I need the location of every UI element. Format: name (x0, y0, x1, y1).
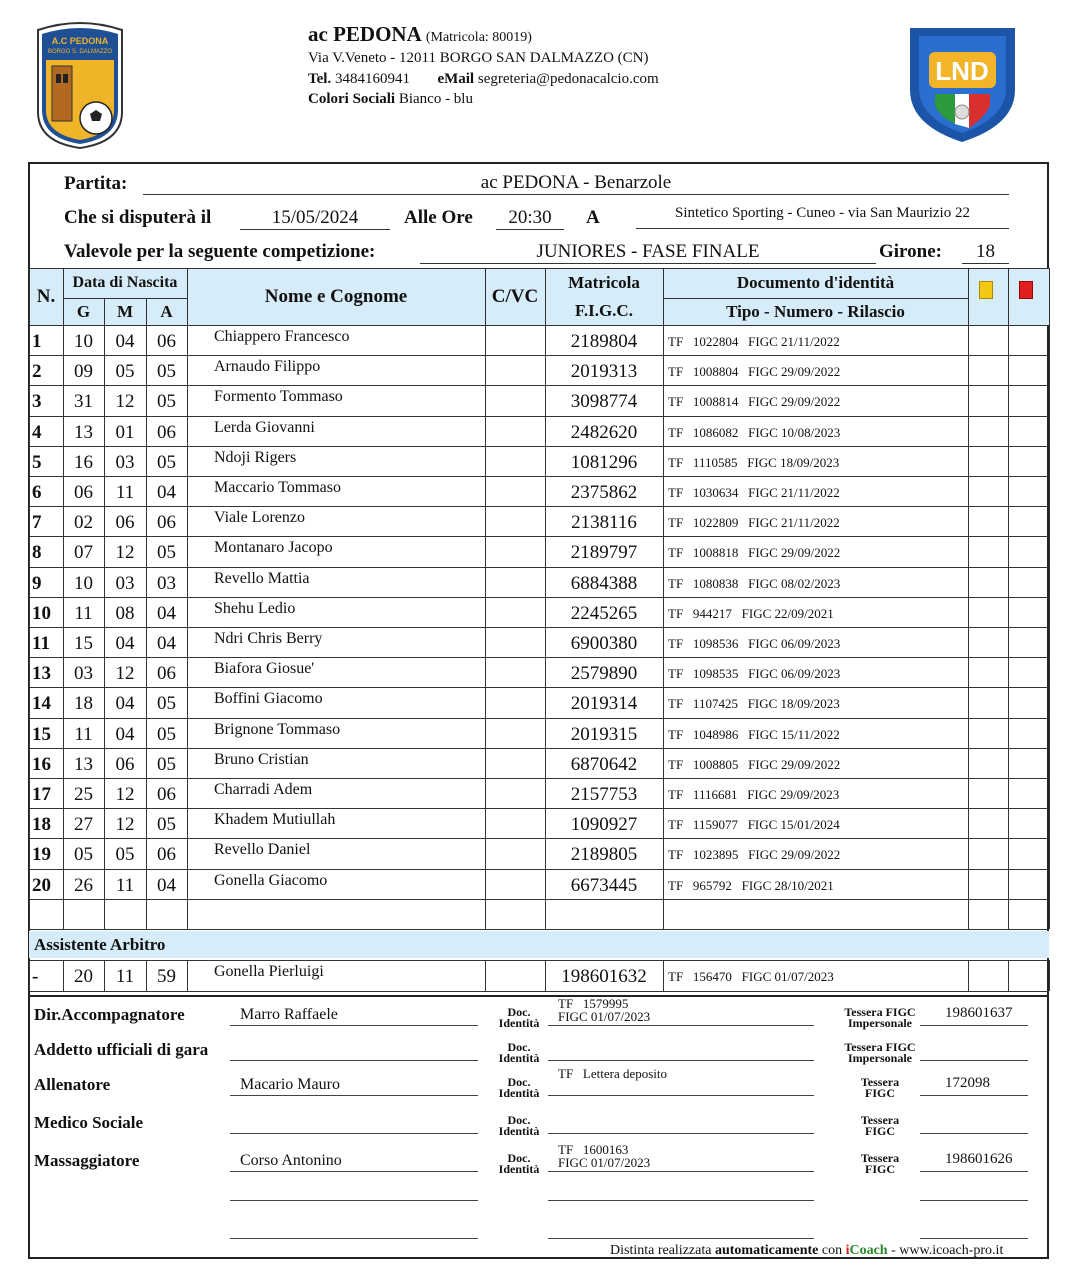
player-document: TF 1098535 FIGC 06/09/2023 (668, 666, 841, 682)
staff-doc-line (548, 1133, 814, 1134)
row-divider (29, 597, 1049, 598)
staff-name-line (230, 1095, 478, 1096)
row-divider (29, 929, 1049, 930)
colors-label: Colori Sociali (308, 91, 396, 107)
birth-day: 11 (74, 602, 93, 624)
player-matricola: 2245265 (570, 602, 638, 624)
birth-month: 12 (115, 391, 135, 413)
footer-bold: automaticamente (714, 1243, 819, 1258)
column-divider (187, 268, 188, 929)
birth-month: 11 (115, 874, 135, 896)
birth-day: 07 (74, 542, 93, 564)
tessera-line (920, 1171, 1028, 1172)
tessera-label-2: FIGC (865, 1162, 895, 1176)
staff-doc-type: TF 1579995 (558, 996, 629, 1011)
doc-id-label-2: Identità (498, 1051, 540, 1065)
birth-day: 03 (74, 663, 93, 685)
player-matricola: 2189805 (570, 844, 638, 866)
row-divider (63, 298, 187, 299)
colors-value: Bianco - blu (398, 91, 473, 107)
tessera-label: Tessera (860, 1075, 900, 1089)
staff-name: Marro Raffaele (240, 1006, 338, 1023)
birth-month: 12 (115, 814, 135, 836)
header-cvc: C/VC (491, 285, 539, 307)
row-divider (29, 355, 1049, 356)
tessera-line (920, 1060, 1028, 1061)
birth-year: 04 (157, 482, 176, 503)
footer-pre: Distinta realizzata (610, 1243, 715, 1258)
staff-doc-line (548, 1095, 814, 1096)
doc-id-label-2: Identità (498, 1162, 540, 1176)
player-matricola: 2157753 (570, 784, 638, 805)
tessera-label: Tessera FIGC (844, 1005, 916, 1019)
staff-doc-issue: FIGC 01/07/2023 (558, 1009, 651, 1024)
player-number: 10 (32, 602, 51, 624)
player-matricola: 1090927 (570, 814, 638, 836)
player-matricola: 6900380 (570, 633, 638, 654)
email-label: eMail (437, 71, 475, 87)
footer-brand-coach: Coach (849, 1243, 888, 1258)
row-divider (29, 808, 1049, 809)
player-number: 1 (32, 331, 42, 352)
birth-month: 12 (115, 784, 135, 805)
birth-month: 03 (115, 572, 135, 594)
player-matricola: 2482620 (570, 421, 638, 443)
row-divider (29, 899, 1049, 900)
assistant-birth-year: 59 (157, 966, 176, 987)
birth-year: 06 (157, 512, 176, 534)
column-divider (968, 268, 969, 929)
birth-month: 06 (115, 512, 135, 534)
row-divider (29, 991, 1049, 992)
birth-day: 15 (74, 633, 93, 654)
red-card-icon (1019, 281, 1033, 299)
player-name: Khadem Mutiullah (214, 811, 336, 829)
birth-month: 08 (115, 602, 135, 624)
birth-day: 27 (74, 814, 93, 836)
column-divider (1049, 960, 1050, 991)
birth-year: 05 (157, 693, 176, 715)
player-name: Boffini Giacomo (214, 690, 323, 708)
staff-doc-issue: FIGC 01/07/2023 (558, 1155, 651, 1170)
venue-label: A (586, 207, 600, 228)
player-name: Brignone Tommaso (214, 720, 341, 738)
time-value: 20:30 (496, 207, 564, 230)
yellow-card-icon (979, 281, 993, 299)
row-divider (29, 838, 1049, 839)
player-document: TF 944217 FIGC 22/09/2021 (668, 605, 834, 621)
tessera-label-2: FIGC (865, 1124, 895, 1138)
column-divider (29, 268, 30, 929)
birth-month: 03 (115, 451, 135, 473)
row-divider (29, 268, 1049, 269)
column-divider (1008, 960, 1009, 991)
player-matricola: 2019315 (570, 723, 638, 745)
svg-text:LND: LND (935, 56, 989, 86)
doc-id-label-2: Identità (498, 1124, 540, 1138)
staff-role-label: Allenatore (34, 1075, 111, 1094)
birth-month: 11 (115, 482, 135, 503)
player-number: 16 (32, 753, 51, 775)
girone-value: 18 (962, 241, 1009, 264)
staff-name-line (230, 1171, 478, 1172)
doc-id-label-2: Identità (498, 1016, 540, 1030)
birth-day: 09 (74, 361, 93, 383)
birth-month: 04 (115, 723, 135, 745)
tessera-line (920, 1025, 1028, 1026)
birth-day: 25 (74, 784, 93, 805)
blank-line (548, 1238, 814, 1239)
birth-month: 05 (115, 361, 135, 383)
competition-label: Valevole per la seguente competizione: (64, 241, 376, 262)
player-document: TF 1086082 FIGC 10/08/2023 (668, 424, 841, 440)
header-g: G (76, 301, 91, 321)
row-divider (29, 960, 1049, 961)
row-divider (29, 718, 1049, 719)
tessera-label: Tessera (860, 1151, 900, 1165)
player-matricola: 2375862 (570, 482, 638, 503)
doc-id-label-2: Identità (498, 1086, 540, 1100)
row-divider (29, 687, 1049, 688)
birth-day: 10 (74, 572, 93, 594)
player-document: TF 1008818 FIGC 29/09/2022 (668, 545, 841, 561)
player-matricola: 2019313 (570, 361, 638, 383)
row-divider (29, 627, 1049, 628)
row-divider (29, 869, 1049, 870)
birth-year: 06 (157, 784, 176, 805)
column-divider (146, 298, 147, 929)
header-doc-type: Tipo - Numero - Rilascio (726, 301, 905, 321)
staff-doc-line (548, 1060, 814, 1061)
row-divider (29, 325, 1049, 326)
header-birth: Data di Nascita (72, 274, 178, 291)
birth-day: 18 (74, 693, 93, 715)
player-number: 6 (32, 482, 42, 503)
birth-month: 01 (115, 421, 135, 443)
birth-year: 04 (157, 602, 176, 624)
birth-day: 16 (74, 451, 93, 473)
assistant-document: TF 156470 FIGC 01/07/2023 (668, 969, 834, 984)
email-value: segreteria@pedonacalcio.com (477, 71, 659, 87)
player-document: TF 1107425 FIGC 18/09/2023 (668, 696, 840, 712)
player-number: 19 (32, 844, 51, 866)
column-divider (663, 960, 664, 991)
staff-doc-line (548, 1171, 814, 1172)
assistant-name: Gonella Pierluigi (214, 963, 324, 980)
column-divider (485, 960, 486, 991)
birth-year: 05 (157, 391, 176, 413)
row-divider (29, 506, 1049, 507)
birth-year: 05 (157, 723, 176, 745)
birth-year: 06 (157, 663, 176, 685)
blank-line (230, 1238, 478, 1239)
birth-month: 06 (115, 753, 135, 775)
player-document: TF 1030634 FIGC 21/11/2022 (668, 485, 840, 500)
club-address: Via V.Veneto - 12011 BORGO SAN DALMAZZO (CN) (308, 50, 649, 66)
club-contacts (308, 71, 659, 88)
tessera-label-2: FIGC (865, 1086, 895, 1100)
player-matricola: 6870642 (570, 753, 638, 775)
player-matricola: 1081296 (570, 451, 638, 473)
birth-year: 05 (157, 451, 176, 473)
player-name: Gonella Giacomo (214, 871, 328, 889)
blank-line (920, 1200, 1028, 1201)
svg-text:BORGO S. DALMAZZO: BORGO S. DALMAZZO (47, 49, 113, 55)
column-divider (29, 960, 30, 991)
row-divider (29, 446, 1049, 447)
birth-year: 05 (157, 361, 176, 383)
assistant-birth-month: 11 (115, 966, 135, 987)
staff-doc-type: TF Lettera deposito (558, 1066, 668, 1081)
row-divider (29, 385, 1049, 386)
venue-value: Sintetico Sporting - Cuneo - via San Maurizio 22 (636, 205, 1009, 229)
row-divider (29, 567, 1049, 568)
staff-role-label: Medico Sociale (34, 1113, 144, 1132)
lnd-logo (905, 20, 1020, 145)
tessera-number: 198601626 (945, 1151, 1013, 1167)
staff-top-border (29, 995, 1049, 997)
club-matricola: (Matricola: 80019) (425, 30, 532, 45)
player-name: Shehu Ledio (214, 599, 296, 617)
player-matricola: 2138116 (571, 512, 637, 534)
player-number: 7 (32, 512, 42, 534)
player-name: Revello Daniel (214, 841, 311, 859)
birth-day: 02 (74, 512, 93, 534)
player-matricola: 2189804 (570, 331, 638, 352)
blank-line (920, 1238, 1028, 1239)
player-number: 20 (32, 874, 51, 896)
header-name: Nome e Cognome (264, 285, 408, 307)
header-figc: F.I.G.C. (575, 301, 633, 320)
row-divider (29, 476, 1049, 477)
row-divider (663, 298, 968, 299)
staff-doc-type: TF 1600163 (558, 1142, 629, 1157)
player-number: 8 (32, 542, 42, 564)
birth-day: 06 (74, 482, 93, 503)
player-document: TF 1116681 FIGC 29/09/2023 (668, 787, 840, 802)
staff-role-label: Addetto ufficiali di gara (34, 1040, 209, 1059)
player-number: 2 (32, 361, 42, 383)
player-document: TF 1098536 FIGC 06/09/2023 (668, 636, 841, 651)
blank-line (230, 1200, 478, 1201)
birth-day: 13 (74, 753, 93, 775)
row-divider (29, 657, 1049, 658)
column-divider (545, 268, 546, 929)
footer-url: - www.icoach-pro.it (887, 1243, 1004, 1258)
girone-label: Girone: (879, 241, 942, 262)
player-number: 15 (32, 723, 51, 745)
player-name: Chiappero Francesco (214, 328, 350, 345)
club-name (308, 22, 532, 47)
player-name: Bruno Cristian (214, 750, 309, 768)
row-divider (29, 778, 1049, 779)
tel-label: Tel. (308, 71, 332, 87)
player-name: Ndoji Rigers (214, 448, 297, 466)
tessera-line (920, 1133, 1028, 1134)
player-number: 13 (32, 663, 51, 685)
player-number: 4 (32, 421, 42, 443)
assistant-number: - (32, 966, 39, 987)
assistant-birth-day: 20 (74, 966, 93, 987)
partita-value: ac PEDONA - Benarzole (143, 172, 1009, 195)
svg-text:A.C PEDONA: A.C PEDONA (51, 36, 109, 46)
birth-year: 06 (157, 844, 176, 866)
player-name: Arnaudo Filippo (214, 358, 321, 376)
birth-day: 11 (74, 723, 93, 745)
player-number: 11 (32, 633, 50, 654)
player-document: TF 1008814 FIGC 29/09/2022 (668, 394, 841, 410)
doc-id-label: Doc. (507, 1113, 531, 1127)
player-document: TF 1080838 FIGC 08/02/2023 (668, 575, 841, 591)
column-divider (1049, 268, 1050, 929)
birth-month: 04 (115, 693, 135, 715)
player-number: 3 (32, 391, 42, 413)
birth-month: 04 (115, 633, 135, 654)
footer-brand-i: i (845, 1243, 850, 1258)
staff-role-label: Dir.Accompagnatore (34, 1005, 185, 1024)
player-name: Formento Tommaso (214, 388, 343, 406)
staff-role-label: Massaggiatore (34, 1151, 140, 1170)
footer-mid: con (818, 1243, 846, 1258)
player-document: TF 1008804 FIGC 29/09/2022 (668, 364, 841, 380)
column-divider (485, 268, 486, 929)
row-divider (29, 536, 1049, 537)
player-document: TF 1022809 FIGC 21/11/2022 (668, 515, 840, 531)
column-divider (187, 960, 188, 991)
staff-doc-line (548, 1025, 814, 1026)
tessera-label: Tessera FIGC (844, 1040, 916, 1054)
birth-year: 03 (157, 572, 176, 594)
player-matricola: 2019314 (570, 693, 638, 715)
staff-name-line (230, 1133, 478, 1134)
player-name: Maccario Tommaso (214, 479, 341, 496)
assistant-header-bg (29, 931, 1049, 958)
player-document: TF 1110585 FIGC 18/09/2023 (668, 454, 840, 470)
date-label: Che si disputerà il (64, 207, 212, 228)
player-name: Revello Mattia (214, 569, 310, 587)
birth-day: 10 (74, 331, 93, 352)
tessera-label-2: Impersonale (848, 1016, 912, 1030)
birth-month: 12 (115, 663, 135, 685)
player-document: TF 1048986 FIGC 15/11/2022 (668, 726, 840, 742)
player-number: 17 (32, 784, 51, 805)
player-number: 9 (32, 572, 42, 594)
birth-year: 06 (157, 421, 176, 443)
player-matricola: 6673445 (570, 874, 638, 896)
competition-value: JUNIORES - FASE FINALE (420, 241, 876, 264)
club-colors (308, 91, 473, 108)
doc-id-label: Doc. (507, 1040, 531, 1054)
staff-name-line (230, 1025, 478, 1026)
player-matricola: 2189797 (570, 542, 638, 564)
player-matricola: 2579890 (570, 663, 638, 685)
birth-year: 06 (157, 331, 176, 352)
row-divider (29, 748, 1049, 749)
tessera-number: 198601637 (945, 1005, 1013, 1021)
birth-day: 26 (74, 874, 93, 896)
tessera-line (920, 1095, 1028, 1096)
birth-year: 05 (157, 542, 176, 564)
player-name: Montanaro Jacopo (214, 539, 333, 557)
player-matricola: 3098774 (570, 391, 638, 413)
blank-line (548, 1200, 814, 1201)
birth-day: 31 (74, 391, 93, 413)
header-matricola: Matricola (568, 273, 640, 292)
time-label: Alle Ore (404, 207, 473, 228)
player-document: TF 1023895 FIGC 29/09/2022 (668, 847, 841, 863)
birth-year: 04 (157, 633, 176, 654)
birth-day: 13 (74, 421, 93, 443)
staff-name-line (230, 1060, 478, 1061)
header-n: N. (36, 285, 56, 307)
birth-year: 05 (157, 814, 176, 836)
birth-month: 05 (115, 844, 135, 866)
birth-month: 04 (115, 331, 135, 352)
birth-month: 12 (115, 542, 135, 564)
tel-value: 3484160941 (334, 71, 410, 87)
player-number: 5 (32, 451, 42, 473)
column-divider (968, 960, 969, 991)
club-logo (30, 20, 130, 150)
player-document: TF 1159077 FIGC 15/01/2024 (668, 817, 840, 833)
header-a: A (160, 301, 173, 321)
row-divider (29, 416, 1049, 417)
player-document: TF 1008805 FIGC 29/09/2022 (668, 756, 841, 772)
player-name: Ndri Chris Berry (214, 630, 323, 647)
staff-name: Macario Mauro (240, 1076, 340, 1093)
birth-year: 04 (157, 874, 176, 896)
column-divider (663, 268, 664, 929)
doc-id-label: Doc. (507, 1075, 531, 1089)
header-doc: Documento d'identità (736, 273, 895, 292)
player-matricola: 6884388 (570, 572, 638, 594)
player-document: TF 965792 FIGC 28/10/2021 (668, 877, 834, 893)
staff-name: Corso Antonino (240, 1152, 342, 1169)
tessera-number: 172098 (945, 1075, 990, 1091)
partita-label: Partita: (64, 173, 128, 194)
player-document: TF 1022804 FIGC 21/11/2022 (668, 334, 840, 349)
assistant-label: Assistente Arbitro (34, 935, 166, 954)
assistant-matricola: 198601632 (561, 966, 647, 987)
birth-year: 05 (157, 753, 176, 775)
doc-id-label: Doc. (507, 1151, 531, 1165)
column-divider (63, 268, 64, 929)
column-divider (1008, 268, 1009, 929)
tessera-label: Tessera (860, 1113, 900, 1127)
footer-credit (610, 1243, 1003, 1259)
doc-id-label: Doc. (507, 1005, 531, 1019)
club-name-text: ac PEDONA (308, 22, 421, 46)
tessera-label-2: Impersonale (848, 1051, 912, 1065)
player-name: Charradi Adem (214, 781, 313, 798)
player-name: Lerda Giovanni (214, 418, 315, 436)
player-name: Viale Lorenzo (214, 509, 305, 527)
birth-day: 05 (74, 844, 93, 866)
player-name: Biafora Giosue' (214, 660, 315, 678)
date-value: 15/05/2024 (240, 207, 390, 230)
player-number: 18 (32, 814, 51, 836)
column-divider (104, 298, 105, 929)
player-number: 14 (32, 693, 51, 715)
header-m: M (116, 301, 134, 321)
